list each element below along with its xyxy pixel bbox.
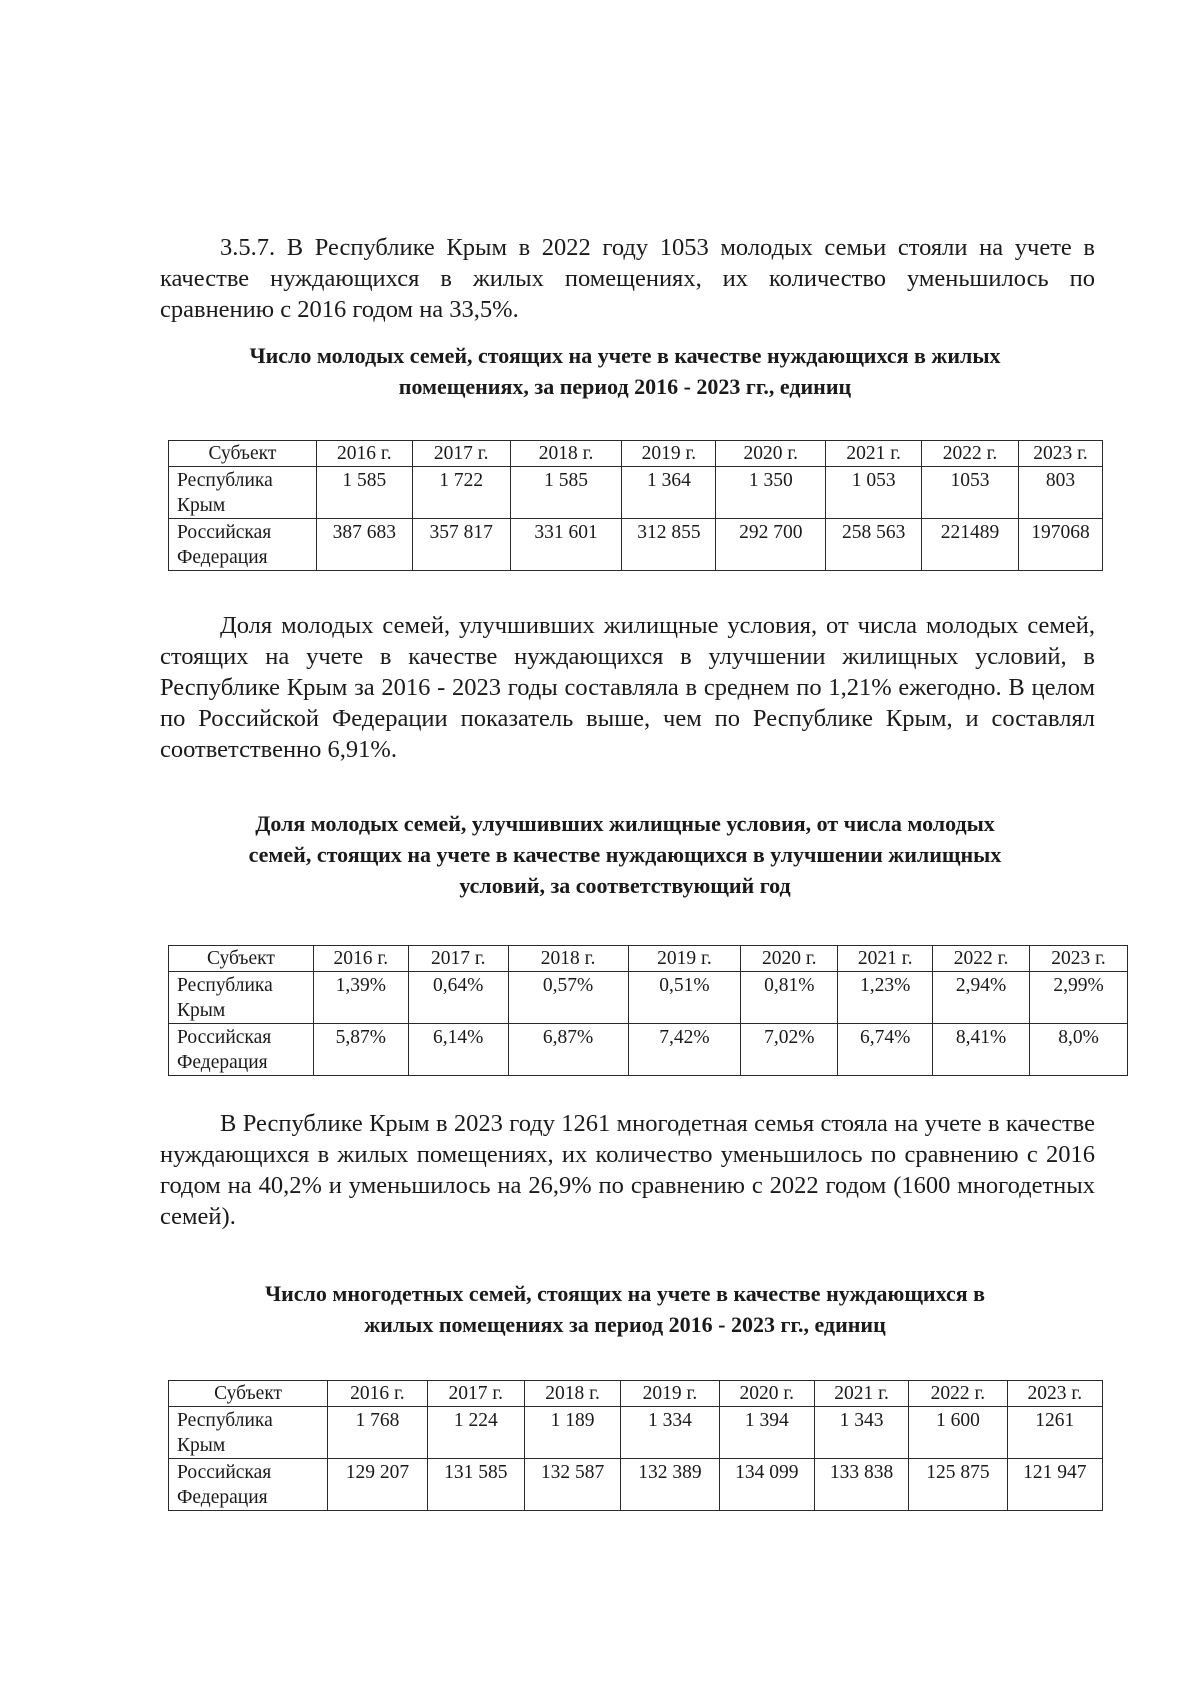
heading-line: Число молодых семей, стоящих на учете в качестве нуждающихся в жилых (249, 343, 1001, 368)
value-cell: 132 389 (621, 1459, 719, 1511)
header-cell: Субъект (169, 1381, 328, 1407)
value-cell: 7,02% (741, 1024, 838, 1076)
header-cell: 2020 г. (716, 441, 826, 467)
paragraph-large-families-count: В Республике Крым в 2023 году 1261 многодетная семья стояла на учете в качестве нуждающихся в жилых помещениях, их количество уменьшилось по сравнению с 2016 годом на 40,2% и уменьшилось на 26,9% по сравнению с 2022 годом (1600 многодетных семей). (160, 1110, 1095, 1230)
value-cell: 221489 (922, 519, 1019, 571)
header-cell: 2016 г. (313, 946, 408, 972)
heading-line: семей, стоящих на учете в качестве нуждающихся в улучшении жилищных (248, 842, 1002, 867)
header-cell: 2020 г. (719, 1381, 814, 1407)
header-cell: 2023 г. (1030, 946, 1128, 972)
value-cell: 258 563 (826, 519, 922, 571)
improved-share-table (168, 945, 1128, 1076)
header-cell: 2022 г. (909, 1381, 1007, 1407)
value-cell: 1261 (1007, 1407, 1102, 1459)
heading-line: помещениях, за период 2016 - 2023 гг., единиц (398, 374, 852, 399)
value-cell: 134 099 (719, 1459, 814, 1511)
header-cell: 2021 г. (838, 946, 933, 972)
value-cell: 1 722 (412, 467, 510, 519)
value-cell: 803 (1018, 467, 1102, 519)
heading-large-families-table (150, 1278, 1100, 1340)
heading-line: Доля молодых семей, улучшивших жилищные условия, от числа молодых (255, 811, 995, 836)
header-cell: 2017 г. (408, 946, 508, 972)
header-cell: 2021 г. (826, 441, 922, 467)
table-row (169, 1024, 1128, 1076)
heading-line: жилых помещениях за период 2016 - 2023 гг., единиц (364, 1312, 886, 1337)
value-cell: 1 394 (719, 1407, 814, 1459)
value-cell: 6,74% (838, 1024, 933, 1076)
table-row (169, 1459, 1103, 1511)
value-cell: 129 207 (328, 1459, 427, 1511)
header-cell: 2017 г. (427, 1381, 524, 1407)
value-cell: 131 585 (427, 1459, 524, 1511)
header-cell: 2016 г. (316, 441, 412, 467)
table-header-row (169, 1381, 1103, 1407)
header-cell: 2023 г. (1018, 441, 1102, 467)
subject-cell: Российская Федерация (169, 1024, 314, 1076)
value-cell: 0,81% (741, 972, 838, 1024)
value-cell: 132 587 (524, 1459, 620, 1511)
header-cell: 2017 г. (412, 441, 510, 467)
header-cell: 2016 г. (328, 1381, 427, 1407)
header-cell: 2021 г. (814, 1381, 908, 1407)
value-cell: 6,87% (508, 1024, 628, 1076)
subject-cell: Республика Крым (169, 1407, 328, 1459)
subject-cell: Российская Федерация (169, 1459, 328, 1511)
header-cell: Субъект (169, 946, 314, 972)
table-row (169, 1407, 1103, 1459)
header-cell: 2018 г. (508, 946, 628, 972)
header-cell: 2022 г. (922, 441, 1019, 467)
paragraph-young-families-count: 3.5.7. В Республике Крым в 2022 году 1053 молодых семьи стояли на учете в качестве нуждающихся в жилых помещениях, их количество уменьшилось по сравнению с 2016 годом на 33,5%. (160, 234, 1095, 323)
value-cell: 357 817 (412, 519, 510, 571)
value-cell: 1 585 (316, 467, 412, 519)
value-cell: 1 768 (328, 1407, 427, 1459)
subject-cell: Российская Федерация (169, 519, 317, 571)
value-cell: 125 875 (909, 1459, 1007, 1511)
table-row (169, 519, 1103, 571)
value-cell: 1 364 (622, 467, 716, 519)
value-cell: 2,94% (933, 972, 1030, 1024)
value-cell: 0,64% (408, 972, 508, 1024)
subject-cell: Республика Крым (169, 972, 314, 1024)
value-cell: 1 334 (621, 1407, 719, 1459)
heading-young-families-table (150, 340, 1100, 402)
subject-cell: Республика Крым (169, 467, 317, 519)
heading-line: условий, за соответствующий год (459, 873, 791, 898)
value-cell: 331 601 (510, 519, 622, 571)
paragraph-improved-share: Доля молодых семей, улучшивших жилищные условия, от числа молодых семей, стоящих на учете в качестве нуждающихся в улучшении жилищных условий, в Республике Крым за 2016 - 2023 годы составляла в среднем по 1,21% ежегодно. В целом по Российской Федерации показатель выше, чем по Республике Крым, и составлял соответственно 6,91%. (160, 612, 1095, 763)
header-cell: 2022 г. (933, 946, 1030, 972)
value-cell: 292 700 (716, 519, 826, 571)
table-row (169, 972, 1128, 1024)
value-cell: 0,51% (628, 972, 741, 1024)
value-cell: 197068 (1018, 519, 1102, 571)
value-cell: 8,0% (1030, 1024, 1128, 1076)
value-cell: 8,41% (933, 1024, 1030, 1076)
value-cell: 1 189 (524, 1407, 620, 1459)
header-cell: 2019 г. (621, 1381, 719, 1407)
value-cell: 7,42% (628, 1024, 741, 1076)
value-cell: 1053 (922, 467, 1019, 519)
table-header-row (169, 946, 1128, 972)
large-families-table (168, 1380, 1103, 1511)
table-row (169, 467, 1103, 519)
value-cell: 387 683 (316, 519, 412, 571)
table-header-row (169, 441, 1103, 467)
value-cell: 1 343 (814, 1407, 908, 1459)
header-cell: 2018 г. (524, 1381, 620, 1407)
value-cell: 133 838 (814, 1459, 908, 1511)
value-cell: 5,87% (313, 1024, 408, 1076)
value-cell: 1 053 (826, 467, 922, 519)
header-cell: 2023 г. (1007, 1381, 1102, 1407)
young-families-table (168, 440, 1103, 571)
header-cell: 2019 г. (628, 946, 741, 972)
header-cell: Субъект (169, 441, 317, 467)
header-cell: 2018 г. (510, 441, 622, 467)
value-cell: 0,57% (508, 972, 628, 1024)
heading-line: Число многодетных семей, стоящих на учете в качестве нуждающихся в (264, 1281, 986, 1306)
value-cell: 1 350 (716, 467, 826, 519)
value-cell: 312 855 (622, 519, 716, 571)
value-cell: 1,39% (313, 972, 408, 1024)
value-cell: 1,23% (838, 972, 933, 1024)
value-cell: 1 224 (427, 1407, 524, 1459)
value-cell: 1 585 (510, 467, 622, 519)
header-cell: 2019 г. (622, 441, 716, 467)
value-cell: 1 600 (909, 1407, 1007, 1459)
value-cell: 6,14% (408, 1024, 508, 1076)
heading-improved-share-table (150, 808, 1100, 901)
header-cell: 2020 г. (741, 946, 838, 972)
value-cell: 2,99% (1030, 972, 1128, 1024)
value-cell: 121 947 (1007, 1459, 1102, 1511)
